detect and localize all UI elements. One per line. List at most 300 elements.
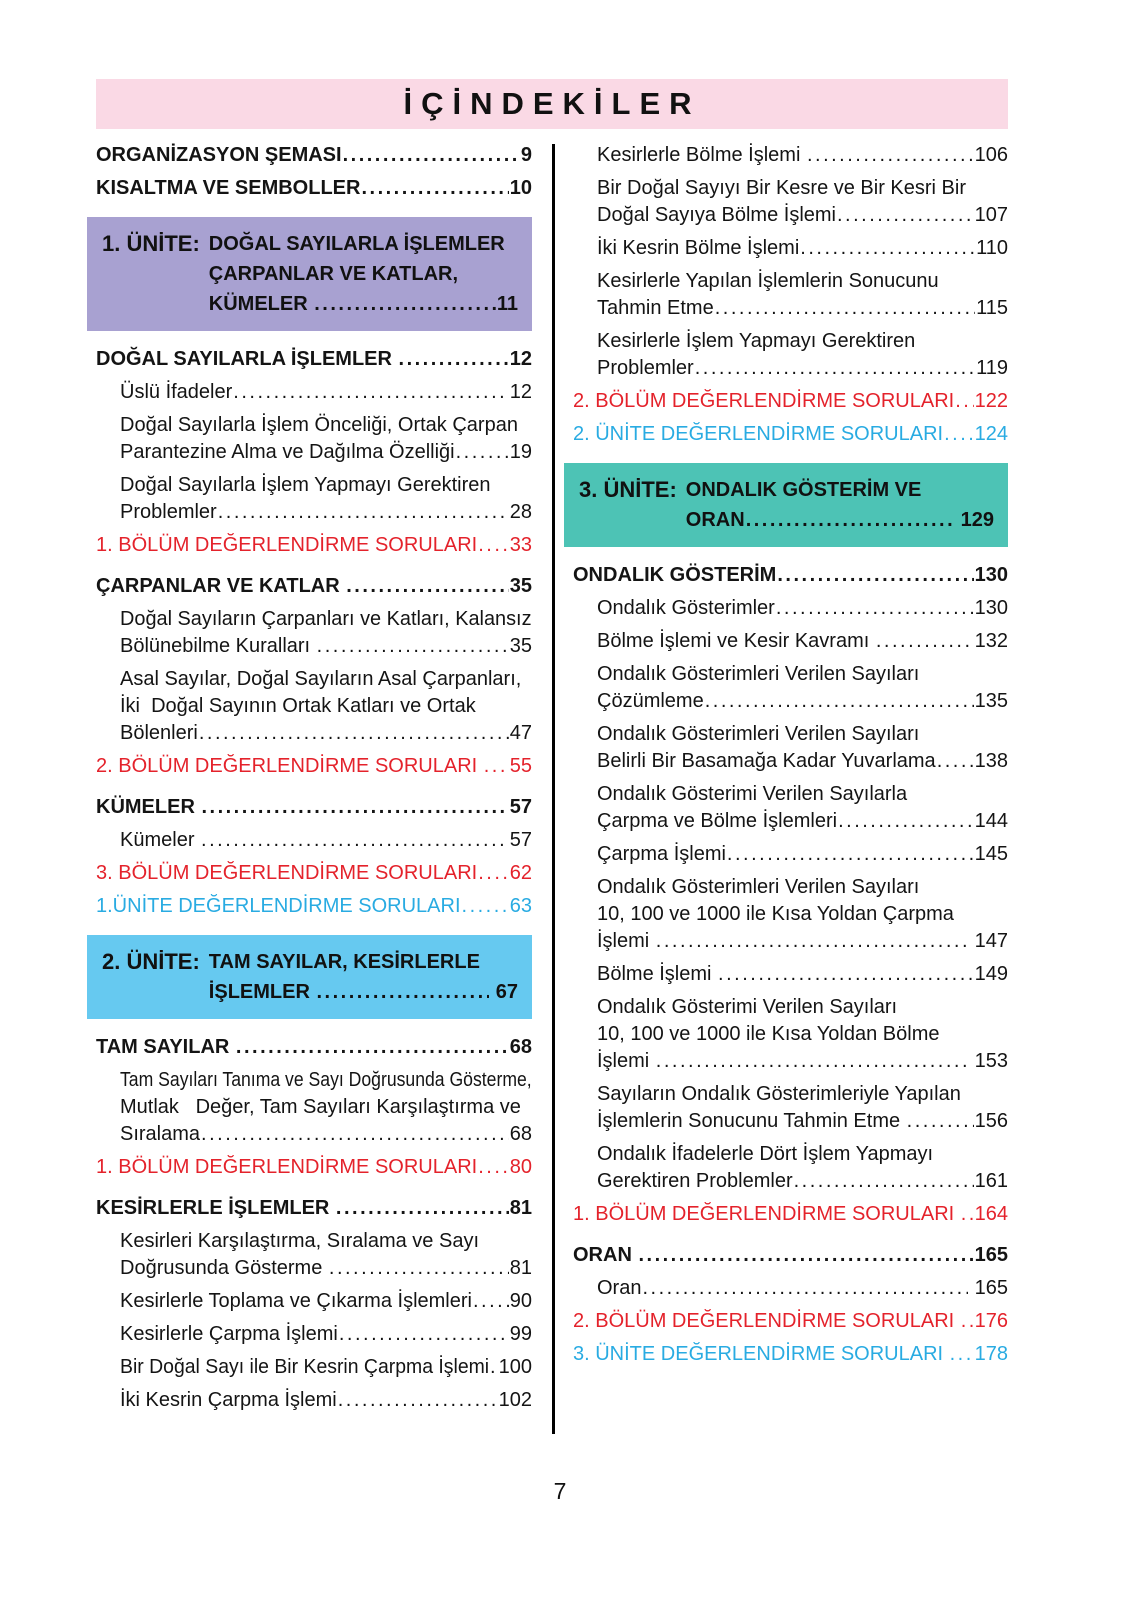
toc-line	[573, 1168, 1008, 1195]
toc-entry-sub	[96, 1228, 532, 1282]
dot-leader	[473, 1288, 509, 1315]
toc-line	[96, 1354, 532, 1381]
toc-item-label: Kesirlerle Çarpma İşlemi	[120, 1323, 338, 1345]
toc-entry-red	[96, 1154, 532, 1181]
toc-item-label: KISALTMA VE SEMBOLLER	[96, 177, 361, 199]
dot-leader	[907, 1108, 974, 1135]
page-ref: 138	[974, 750, 1008, 772]
toc-item-label: Parantezine Alma ve Dağılma Özelliği	[120, 441, 455, 463]
dot-leader	[961, 1308, 974, 1335]
toc-item-label: 1.ÜNİTE DEĞERLENDİRME SORULARI	[96, 895, 461, 917]
toc-line	[573, 808, 1008, 835]
toc-item-label: Kesirlerle Yapılan İşlemlerin Sonucunu	[597, 270, 939, 292]
toc-entry-bold	[96, 1195, 532, 1222]
toc-line	[96, 1067, 532, 1094]
toc-line-unit	[209, 947, 518, 977]
toc-item-label: 1. BÖLÜM DEĞERLENDİRME SORULARI	[96, 534, 478, 556]
toc-item-label: Belirli Bir Basamağa Kadar Yuvarlama	[597, 750, 936, 772]
unit-prefix: 1. ÜNİTE:	[102, 231, 200, 256]
dot-leader	[490, 1354, 498, 1381]
dot-leader	[316, 977, 489, 1007]
dot-leader	[727, 841, 974, 868]
toc-entry-red	[96, 753, 532, 780]
toc-entry-sub	[573, 628, 1008, 655]
toc-item-label: Doğal Sayıların Çarpanları ve Katları, Kalansız	[120, 608, 532, 630]
toc-entry-bold	[96, 1034, 532, 1061]
dot-leader	[656, 928, 968, 955]
dot-leader	[399, 346, 509, 373]
toc-entry-sub	[96, 1067, 532, 1148]
unit-title	[209, 229, 518, 319]
page-ref: 35	[509, 575, 532, 597]
page-ref: 35	[509, 635, 532, 657]
dot-leader	[346, 573, 509, 600]
toc-line	[573, 928, 1008, 955]
toc-entry-sub	[96, 606, 532, 660]
dot-leader	[695, 355, 975, 382]
dot-leader	[838, 808, 974, 835]
toc-item-label: Problemler	[597, 357, 694, 379]
dot-leader	[937, 748, 974, 775]
toc-item-label: Bölme İşlemi ve Kesir Kavramı	[597, 630, 875, 652]
contents-banner	[96, 79, 1008, 129]
toc-item-label: Ondalık Gösterimleri Verilen Sayıları	[597, 723, 920, 745]
toc-line	[573, 355, 1008, 382]
toc-item-label: Asal Sayılar, Doğal Sayıların Asal Çarpanları,	[120, 668, 522, 690]
toc-item-label: Tahmin Etme	[597, 297, 714, 319]
toc-entry-sub	[573, 781, 1008, 835]
toc-item-label: 1. BÖLÜM DEĞERLENDİRME SORULARI	[96, 1156, 478, 1178]
dot-leader	[642, 1275, 968, 1302]
toc-line	[96, 532, 532, 559]
page-ref: 145	[974, 843, 1008, 865]
page-ref: 106	[974, 144, 1008, 166]
page-ref: 153	[969, 1050, 1008, 1072]
toc-line	[573, 1081, 1008, 1108]
toc-item-label: Doğal Sayılarla İşlem Yapmayı Gerektiren	[120, 474, 491, 496]
page-ref: 67	[490, 981, 518, 1003]
toc-line	[573, 595, 1008, 622]
dot-leader	[336, 1195, 509, 1222]
toc-item-label: KÜMELER	[96, 796, 201, 818]
dot-leader	[201, 827, 503, 854]
dot-leader	[950, 1341, 974, 1368]
page-ref: 164	[974, 1203, 1008, 1225]
toc-line	[96, 1228, 532, 1255]
page-ref: 90	[509, 1290, 532, 1312]
unit-banner	[564, 463, 1008, 547]
page-ref: 28	[509, 501, 532, 523]
toc-item-label: Çarpma İşlemi	[597, 843, 726, 865]
toc-line	[573, 328, 1008, 355]
toc-entry-bold	[96, 573, 532, 600]
toc-item-label: Mutlak Değer, Tam Sayıları Karşılaştırma ve	[120, 1096, 521, 1118]
page-ref: 11	[496, 293, 518, 315]
toc-line	[96, 1121, 532, 1148]
toc-line	[96, 893, 532, 920]
toc-line	[573, 1201, 1008, 1228]
toc-item-label: Problemler	[120, 501, 217, 523]
page-ref: 124	[974, 423, 1008, 445]
dot-leader	[478, 1154, 509, 1181]
toc-item-label: Kesirleri Karşılaştırma, Sıralama ve Sayı	[120, 1230, 479, 1252]
dot-leader	[314, 289, 496, 319]
toc-line	[96, 379, 532, 406]
toc-line	[96, 827, 532, 854]
toc-entry-sub	[96, 666, 532, 747]
toc-entry-sub	[573, 175, 1008, 229]
toc-line	[573, 874, 1008, 901]
page-ref: 47	[509, 722, 532, 744]
toc-entry-sub	[96, 412, 532, 466]
toc-item-label: Doğal Sayıya Bölme İşlemi	[597, 204, 836, 226]
unit-title	[686, 475, 994, 535]
dot-leader	[776, 595, 974, 622]
toc-item-label: Çözümleme	[597, 690, 704, 712]
toc-line	[96, 499, 532, 526]
page-ref: 63	[509, 895, 532, 917]
toc-item-label: ORGANİZASYON ŞEMASI	[96, 144, 342, 166]
toc-entry-sub	[96, 827, 532, 854]
dot-leader	[478, 860, 509, 887]
dot-leader	[317, 633, 509, 660]
toc-entry-red	[573, 388, 1008, 415]
dot-leader	[199, 720, 509, 747]
toc-entry-sub	[573, 595, 1008, 622]
dot-leader	[705, 688, 974, 715]
toc-item-label: Bölme İşlemi	[597, 963, 718, 985]
toc-line	[96, 1387, 532, 1414]
dot-leader	[236, 1034, 509, 1061]
dot-leader	[462, 893, 509, 920]
page-ref: 12	[509, 348, 532, 370]
toc-item-label: ÇARPANLAR VE KATLAR,	[208, 263, 459, 285]
toc-entry-sub	[573, 994, 1008, 1075]
toc-line	[573, 175, 1008, 202]
toc-line	[96, 606, 532, 633]
toc-item-label: KESİRLERLE İŞLEMLER	[96, 1197, 335, 1219]
toc-line	[573, 1048, 1008, 1075]
dot-leader	[456, 439, 509, 466]
toc-entry-sub	[573, 1275, 1008, 1302]
toc-line	[573, 661, 1008, 688]
dot-leader	[329, 1255, 509, 1282]
toc-item-label: Kesirlerle Toplama ve Çıkarma İşlemleri	[120, 1290, 472, 1312]
dot-leader	[218, 499, 509, 526]
toc-line	[96, 720, 532, 747]
page-ref: 62	[509, 862, 532, 884]
page-ref: 102	[498, 1389, 532, 1411]
page-number: 7	[553, 1478, 567, 1504]
toc-item-label: 3. BÖLÜM DEĞERLENDİRME SORULARI	[96, 862, 478, 884]
toc-line	[96, 860, 532, 887]
unit-title	[209, 947, 518, 1007]
toc-entry-sub	[96, 379, 532, 406]
toc-item-label: Doğal Sayılarla İşlem Önceliği, Ortak Çarpan	[120, 414, 518, 436]
toc-line	[573, 721, 1008, 748]
dot-leader	[715, 295, 975, 322]
dot-leader	[955, 388, 973, 415]
toc-entry-sub	[573, 841, 1008, 868]
toc-line	[96, 472, 532, 499]
dot-leader	[961, 1201, 974, 1228]
page-ref: 55	[509, 755, 532, 777]
toc-line	[96, 666, 532, 693]
toc-line	[96, 753, 532, 780]
toc-entry-cyan	[96, 893, 532, 920]
toc-line	[96, 142, 532, 169]
toc-item-label: 10, 100 ve 1000 ile Kısa Yoldan Çarpma	[597, 903, 954, 925]
toc-entry-bold	[573, 562, 1008, 589]
dot-leader	[656, 1048, 968, 1075]
toc-item-label: Ondalık Gösterimi Verilen Sayılarla	[597, 783, 908, 805]
toc-line	[96, 1255, 532, 1282]
page-ref: 81	[509, 1257, 532, 1279]
toc-line-unit	[686, 505, 994, 535]
toc-line	[96, 633, 532, 660]
dot-leader	[944, 421, 974, 448]
toc-line	[573, 295, 1008, 322]
page-ref: 57	[509, 796, 532, 818]
page-ref: 110	[976, 237, 1008, 259]
page-ref: 100	[498, 1356, 532, 1378]
toc-entry-sub	[573, 961, 1008, 988]
toc-item-label: TAM SAYILAR	[96, 1036, 235, 1058]
dot-leader	[343, 142, 520, 169]
page-ref: 115	[976, 297, 1008, 319]
page-ref: 119	[976, 357, 1008, 379]
toc-entry-red	[573, 1201, 1008, 1228]
dot-leader	[233, 379, 508, 406]
toc-line-unit	[209, 259, 518, 289]
toc-line	[573, 688, 1008, 715]
toc-item-label: Ondalık Gösterimi Verilen Sayıları	[597, 996, 898, 1018]
toc-item-label: Kesirlerle İşlem Yapmayı Gerektiren	[597, 330, 916, 352]
toc-line	[573, 628, 1008, 655]
toc-entry-sub	[96, 1321, 532, 1348]
page-ref: 12	[509, 381, 532, 403]
toc-entry-sub	[573, 661, 1008, 715]
page-ref: 135	[974, 690, 1008, 712]
dot-leader	[718, 961, 974, 988]
toc-entry-red	[96, 860, 532, 887]
toc-item-label: DOĞAL SAYILARLA İŞLEMLER	[208, 233, 505, 255]
page-ref: 165	[969, 1277, 1008, 1299]
toc-line	[573, 1108, 1008, 1135]
toc-item-label: Oran	[597, 1277, 642, 1299]
toc-item-label: 2. BÖLÜM DEĞERLENDİRME SORULARI	[573, 1310, 960, 1332]
toc-entry-bold	[96, 175, 532, 202]
toc-line	[96, 1321, 532, 1348]
toc-item-label: 2. ÜNİTE DEĞERLENDİRME SORULARI	[573, 423, 944, 445]
page-ref: 33	[509, 534, 532, 556]
toc-line	[96, 1034, 532, 1061]
toc-column-left	[96, 142, 532, 1420]
toc-item-label: KÜMELER	[208, 293, 314, 315]
unit-prefix: 2. ÜNİTE:	[102, 949, 200, 974]
toc-item-label: 10, 100 ve 1000 ile Kısa Yoldan Bölme	[597, 1023, 940, 1045]
page-ref: 80	[509, 1156, 532, 1178]
toc-line	[573, 841, 1008, 868]
toc-line	[573, 1275, 1008, 1302]
dot-leader	[338, 1387, 498, 1414]
toc-item-label: İŞLEMLER	[208, 981, 316, 1003]
page-ref: 81	[509, 1197, 532, 1219]
dot-leader	[478, 532, 509, 559]
toc-line	[573, 562, 1008, 589]
toc-line	[573, 1242, 1008, 1269]
toc-entry-cyan	[573, 421, 1008, 448]
page-ref: 68	[509, 1123, 532, 1145]
toc-item-label: Ondalık Gösterimleri Verilen Sayıları	[597, 876, 920, 898]
page-ref: 149	[974, 963, 1008, 985]
toc-line-unit	[209, 289, 518, 319]
toc-item-label: 2. BÖLÜM DEĞERLENDİRME SORULARI	[96, 755, 483, 777]
toc-entry-red	[96, 532, 532, 559]
toc-entry-sub	[573, 328, 1008, 382]
toc-column-right	[573, 142, 1008, 1374]
unit-prefix: 3. ÜNİTE:	[579, 477, 677, 502]
toc-item-label: ORAN	[685, 509, 745, 531]
toc-entry-bold	[96, 346, 532, 373]
toc-item-label: Bölenleri	[120, 722, 198, 744]
toc-line	[573, 994, 1008, 1021]
toc-item-label: 2. BÖLÜM DEĞERLENDİRME SORULARI	[573, 390, 955, 412]
page-ref: 107	[974, 204, 1008, 226]
toc-line	[573, 421, 1008, 448]
toc-entry-cyan	[573, 1341, 1008, 1368]
toc-line	[96, 175, 532, 202]
toc-entry-sub	[573, 874, 1008, 955]
toc-line-unit	[209, 977, 518, 1007]
toc-item-label: Bölünebilme Kuralları	[120, 635, 316, 657]
toc-entry-bold	[573, 1242, 1008, 1269]
page-ref: 144	[974, 810, 1008, 832]
dot-leader	[800, 235, 975, 262]
toc-entry-bold	[96, 142, 532, 169]
dot-leader	[484, 753, 509, 780]
toc-item-label: ÇARPANLAR VE KATLAR	[96, 575, 346, 597]
dot-leader	[638, 1242, 973, 1269]
unit-banner	[87, 935, 532, 1019]
page-ref: 9	[520, 144, 532, 166]
toc-line	[573, 748, 1008, 775]
dot-leader	[361, 175, 508, 202]
page-ref: 176	[974, 1310, 1008, 1332]
dot-leader	[876, 628, 974, 655]
page-ref: 156	[974, 1110, 1008, 1132]
toc-item-label: Üslü İfadeler	[120, 381, 233, 403]
toc-line-unit	[209, 229, 518, 259]
toc-line	[96, 412, 532, 439]
page-ref: 147	[969, 930, 1008, 952]
toc-line	[96, 439, 532, 466]
toc-line	[573, 268, 1008, 295]
toc-entry-sub	[573, 142, 1008, 169]
toc-item-label: ORAN	[573, 1244, 638, 1266]
page-ref: 122	[974, 390, 1008, 412]
toc-entry-sub	[96, 1354, 532, 1381]
toc-item-label: 3. ÜNİTE DEĞERLENDİRME SORULARI	[573, 1343, 949, 1365]
toc-line	[573, 1341, 1008, 1368]
toc-entry-sub	[573, 235, 1008, 262]
toc-line	[96, 1195, 532, 1222]
toc-entry-sub	[573, 1141, 1008, 1195]
toc-item-label: Tam Sayıları Tanıma ve Sayı Doğrusunda Gösterme,	[120, 1069, 532, 1091]
toc-entry-red	[573, 1308, 1008, 1335]
page-ref: 161	[974, 1170, 1008, 1192]
toc-item-label: Ondalık Gösterimler	[597, 597, 775, 619]
page-ref: 68	[509, 1036, 532, 1058]
toc-item-label: 1. BÖLÜM DEĞERLENDİRME SORULARI	[573, 1203, 960, 1225]
toc-line	[573, 1021, 1008, 1048]
toc-item-label: İşlemi	[597, 1050, 655, 1072]
toc-line	[573, 142, 1008, 169]
toc-line	[573, 781, 1008, 808]
toc-line	[96, 346, 532, 373]
toc-item-label: Ondalık İfadelerle Dört İşlem Yapmayı	[597, 1143, 934, 1165]
toc-item-label: İki Doğal Sayının Ortak Katları ve Ortak	[120, 695, 476, 717]
page-title: İÇİNDEKİLER	[403, 86, 701, 121]
toc-item-label: Doğrusunda Gösterme	[120, 1257, 328, 1279]
dot-leader	[807, 142, 974, 169]
toc-entry-sub	[573, 1081, 1008, 1135]
toc-item-label: Sıralama	[120, 1123, 201, 1145]
page-ref: 19	[509, 441, 532, 463]
page-ref: 132	[974, 630, 1008, 652]
toc-line	[573, 961, 1008, 988]
toc-item-label: ONDALIK GÖSTERİM	[573, 564, 777, 586]
toc-item-label: TAM SAYILAR, KESİRLERLE	[208, 951, 480, 973]
toc-entry-sub	[96, 1387, 532, 1414]
toc-item-label: İki Kesrin Bölme İşlemi	[597, 237, 800, 259]
toc-line-unit	[686, 475, 994, 505]
toc-line	[96, 1288, 532, 1315]
dot-leader	[777, 562, 973, 589]
toc-entry-sub	[96, 1288, 532, 1315]
dot-leader	[746, 505, 954, 535]
page-ref: 165	[974, 1244, 1008, 1266]
toc-item-label: Bir Doğal Sayı ile Bir Kesrin Çarpma İşlemi	[120, 1356, 490, 1378]
toc-item-label: Ondalık Gösterimleri Verilen Sayıları	[597, 663, 920, 685]
toc-line	[573, 235, 1008, 262]
toc-line	[573, 1308, 1008, 1335]
toc-item-label: Kümeler	[120, 829, 201, 851]
dot-leader	[201, 794, 508, 821]
toc-entry-sub	[573, 721, 1008, 775]
dot-leader	[339, 1321, 509, 1348]
toc-item-label: Gerektiren Problemler	[597, 1170, 793, 1192]
toc-item-label: DOĞAL SAYILARLA İŞLEMLER	[96, 348, 398, 370]
dot-leader	[201, 1121, 509, 1148]
page-ref: 178	[974, 1343, 1008, 1365]
column-divider	[552, 144, 555, 1434]
toc-line	[573, 901, 1008, 928]
toc-item-label: Bir Doğal Sayıyı Bir Kesre ve Bir Kesri Bir	[597, 177, 966, 199]
toc-item-label: İşlemi	[597, 930, 655, 952]
toc-line	[96, 1154, 532, 1181]
toc-line	[96, 1094, 532, 1121]
page-ref: 130	[974, 564, 1008, 586]
toc-line	[573, 202, 1008, 229]
page-ref: 10	[509, 177, 532, 199]
page-ref: 99	[509, 1323, 532, 1345]
page-ref: 130	[974, 597, 1008, 619]
dot-leader	[794, 1168, 974, 1195]
toc-item-label: Çarpma ve Bölme İşlemleri	[597, 810, 838, 832]
toc-line	[96, 794, 532, 821]
page-ref: 57	[504, 829, 532, 851]
